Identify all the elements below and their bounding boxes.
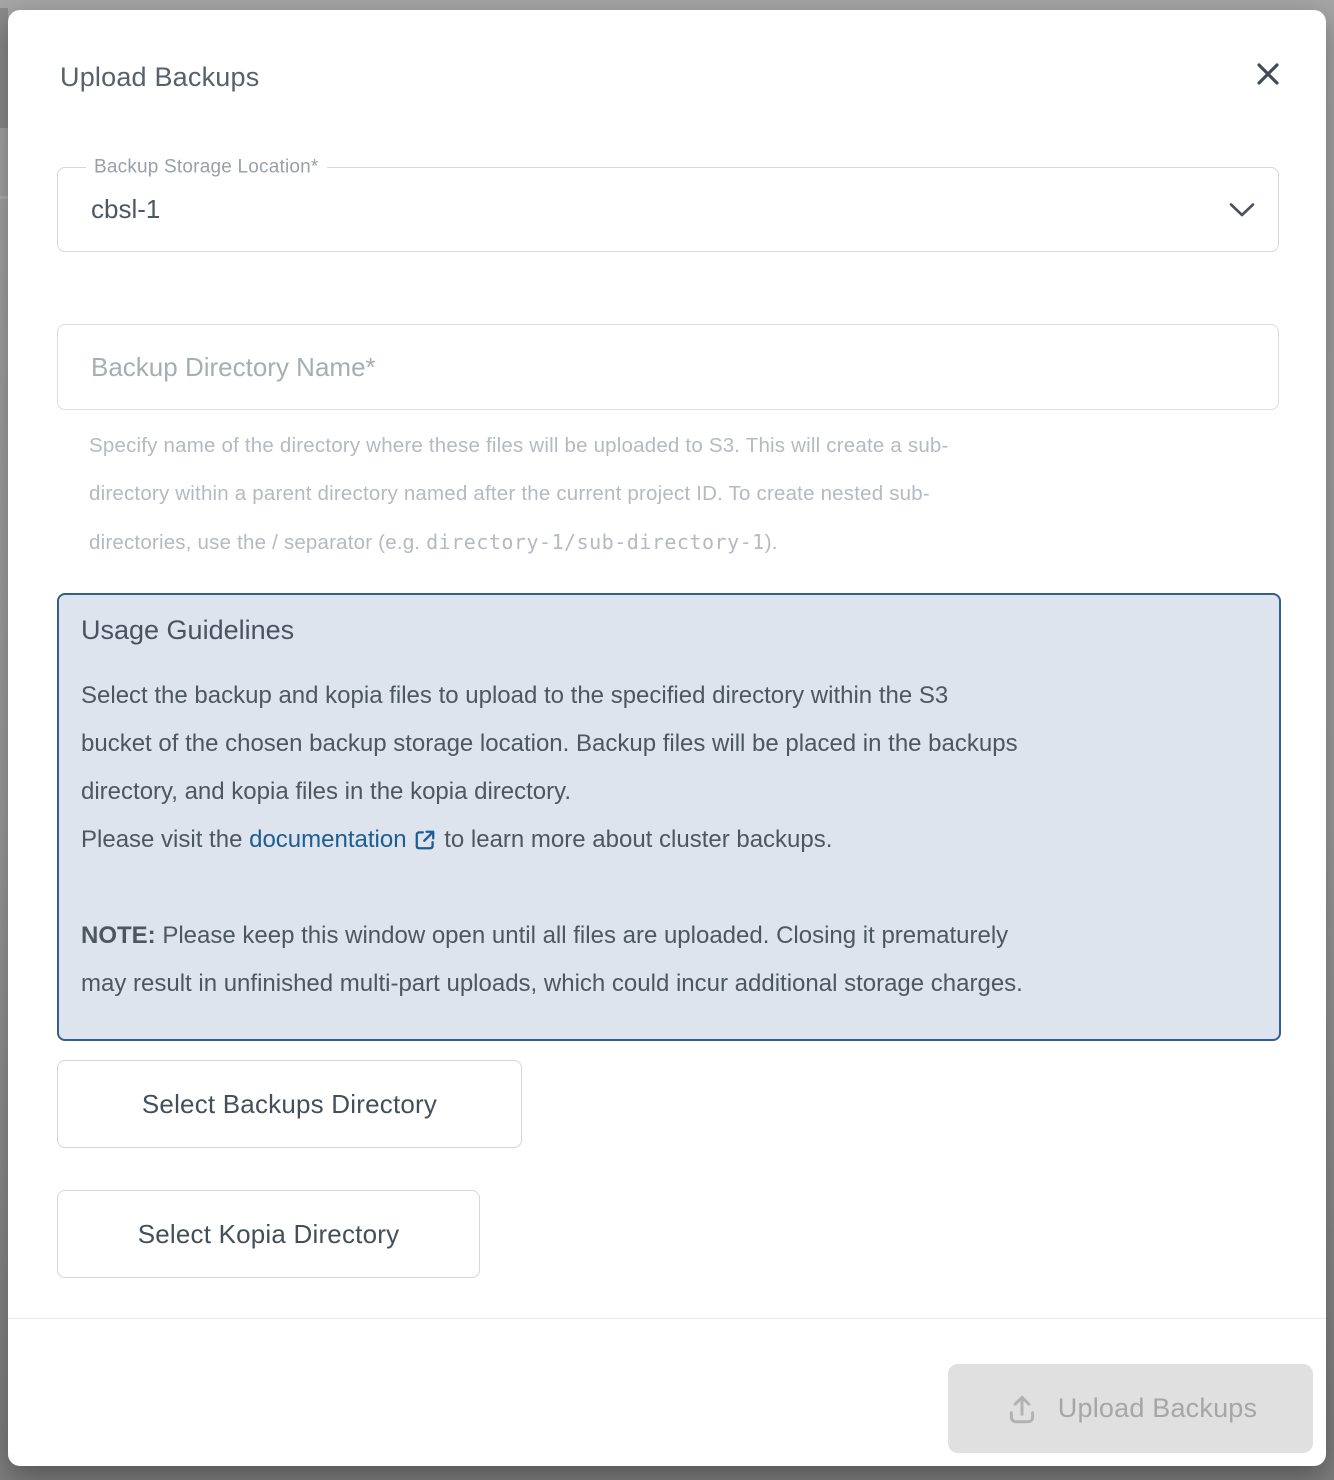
- footer-divider: [8, 1318, 1326, 1319]
- backdrop-behind-element: [0, 8, 8, 128]
- select-backups-directory-button[interactable]: Select Backups Directory: [57, 1060, 522, 1148]
- backup-directory-helper-text: [89, 422, 1229, 567]
- helper-line: directory within a parent directory named after the current project ID. To create nested sub-: [89, 482, 930, 505]
- external-link-icon: [412, 827, 438, 853]
- note-label: NOTE:: [81, 922, 156, 949]
- link-prefix-text: Please visit the: [81, 826, 250, 853]
- upload-button-label: Upload Backups: [1057, 1393, 1258, 1423]
- helper-line-prefix: directories, use the / separator (e.g.: [89, 531, 427, 554]
- guidelines-link-line: [81, 816, 1255, 864]
- close-button[interactable]: [1250, 56, 1286, 92]
- guidelines-body-line: directory, and kopia files in the kopia directory.: [81, 778, 572, 805]
- backup-storage-location-select[interactable]: [57, 156, 1279, 252]
- helper-line: [89, 518, 1229, 567]
- chevron-down-icon: [1228, 201, 1256, 219]
- documentation-link[interactable]: [249, 826, 437, 854]
- select-kopia-directory-button[interactable]: Select Kopia Directory: [57, 1190, 480, 1278]
- close-icon: [1253, 59, 1283, 89]
- usage-guidelines-panel: [57, 593, 1281, 1041]
- helper-line: Specify name of the directory where these files will be uploaded to S3. This will create a sub-: [89, 434, 949, 457]
- backup-directory-name-input[interactable]: [57, 324, 1279, 410]
- helper-code-example: directory-1/sub-directory-1: [426, 530, 765, 554]
- link-suffix-text: to learn more about cluster backups.: [437, 826, 833, 853]
- guidelines-spacer: [81, 864, 1255, 912]
- guidelines-body-line: bucket of the chosen backup storage location. Backup files will be placed in the backups: [81, 730, 1018, 757]
- upload-backups-dialog: [8, 10, 1326, 1466]
- note-text: Please keep this window open until all files are uploaded. Closing it prematurely: [155, 922, 1009, 949]
- upload-backups-button[interactable]: [948, 1364, 1313, 1453]
- documentation-link-text: documentation: [249, 826, 407, 853]
- backdrop-behind-divider: [0, 196, 8, 199]
- upload-icon: [1004, 1391, 1040, 1427]
- helper-line-suffix: ).: [764, 531, 778, 554]
- usage-guidelines-title: Usage Guidelines: [81, 615, 295, 645]
- dialog-title: Upload Backups: [60, 62, 260, 92]
- guidelines-note-line: may result in unfinished multi-part uploads, which could incur additional storage charges.: [81, 970, 1023, 997]
- backup-storage-location-value: cbsl-1: [91, 194, 161, 224]
- guidelines-body-line: Select the backup and kopia files to upload to the specified directory within the S3: [81, 682, 949, 709]
- guidelines-note-line: [81, 912, 1255, 960]
- backup-storage-location-label: Backup Storage Location*: [86, 157, 327, 179]
